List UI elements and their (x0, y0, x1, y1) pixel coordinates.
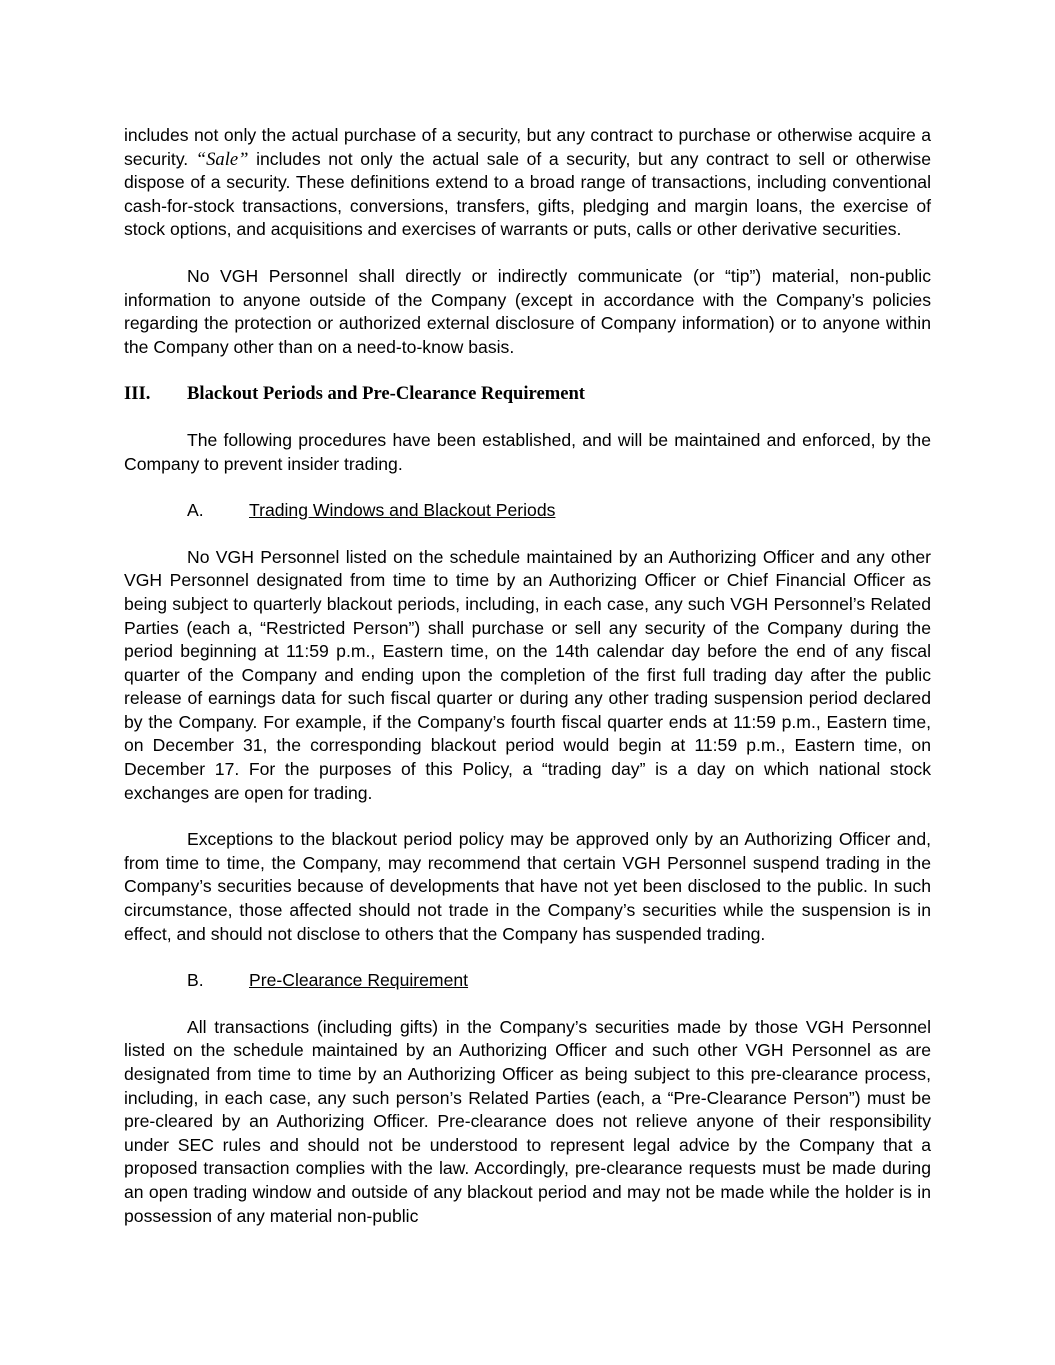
paragraph-purchase-sale-definitions (124, 124, 931, 242)
subsection-title: Trading Windows and Blackout Periods (249, 500, 556, 521)
subsection-heading-b (124, 969, 931, 993)
subsection-title: Pre-Clearance Requirement (249, 970, 469, 991)
paragraph-blackout-periods: No VGH Personnel listed on the schedule maintained by an Authorizing Officer and any other VGH Personnel designated from time to time by an Authorizing Officer or Chief Financial Officer as being subject to quarterly blackout periods, including, in each case, any such VGH Personnel’s Related Parties (each a, “Restricted Person”) shall purchase or sell any security of the Company during the period beginning at 11:59 p.m., Eastern time, on the 14th calendar day before the end of any fiscal quarter of the Company and ending upon the completion of the first full trading day after the public release of earnings data for such fiscal quarter or during any other trading suspension period declared by the Company. For example, if the Company’s fourth fiscal quarter ends at 11:59 p.m., Eastern time, on December 31, the corresponding blackout period would begin at 11:59 p.m., Eastern time, on December 17. For the purposes of this Policy, a “trading day” is a day on which national stock exchanges are open for trading. (124, 546, 931, 803)
paragraph-text: includes not only the actual purchase of a security, but any contract to purchase or otherwise acquire a security. (124, 125, 931, 169)
paragraph-procedures: The following procedures have been established, and will be maintained and enforced, by the Company to prevent insider trading. (124, 429, 931, 474)
subsection-letter: A. (187, 500, 204, 521)
paragraph-tipping: No VGH Personnel shall directly or indirectly communicate (or “tip”) material, non-public information to anyone outside of the Company (except in accordance with the Company’s policies regarding the protection or authorized external disclosure of Company information) or to anyone within the Company other than on a need-to-know basis. (124, 265, 931, 357)
subsection-heading-a (124, 499, 931, 523)
paragraph-text: includes not only the actual sale of a security, but any contract to sell or otherwise dispose of a security. These definitions extend to a broad range of transactions, including conventional cash-for-stock transactions, conversions, transfers, gifts, pledging and margin loans, the exercise of stock options, and acquisitions and exercises of warrants or puts, calls or other derivative securities. (124, 148, 931, 240)
section-title: Blackout Periods and Pre-Clearance Requirement (187, 383, 585, 405)
subsection-letter: B. (187, 970, 204, 991)
paragraph-pre-clearance: All transactions (including gifts) in the Company’s securities made by those VGH Personnel listed on the schedule maintained by an Authorizing Officer and such other VGH Personnel as are designated from time to time by an Authorizing Officer as being subject to this pre-clearance process, including, in each case, any such person’s Related Parties (each, a “Pre-Clearance Person”) must be pre-cleared by an Authorizing Officer. Pre-clearance does not relieve anyone of their responsibility under SEC rules and should not be understood to represent legal advice by the Company that a proposed transaction complies with the law. Accordingly, pre-clearance requests must be made during an open trading window and outside of any blackout period and may not be made while the holder is in possession of any material non-public (124, 1016, 931, 1226)
document-page (124, 124, 931, 1228)
paragraph-exceptions: Exceptions to the blackout period policy may be approved only by an Authorizing Officer and, from time to time, the Company, may recommend that certain VGH Personnel suspend trading in the Company’s securities because of developments that have not yet been disclosed to the public. In such circumstance, those affected should not trade in the Company’s securities while the suspension is in effect, and should not disclose to others that the Company has suspended trading. (124, 829, 931, 944)
section-heading-iii (124, 382, 931, 406)
defined-term-sale: “Sale” (195, 148, 249, 170)
section-number: III. (124, 383, 151, 405)
